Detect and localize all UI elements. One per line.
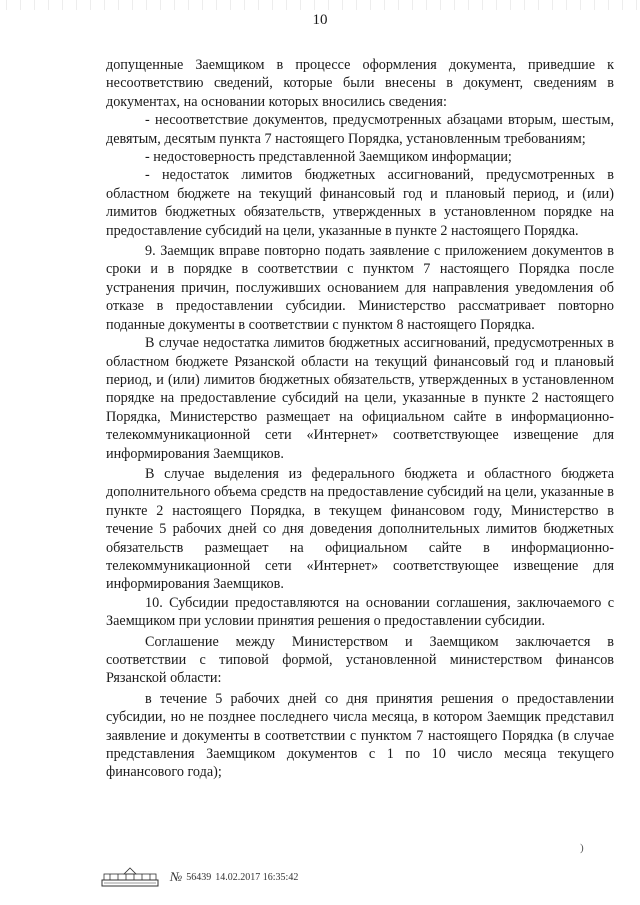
registration-timestamp: 14.02.2017 16:35:42	[215, 871, 299, 883]
paragraph-2: - несоответствие документов, предусмотренных абзацами вторым, шестым, девятым, десятым пункта 7 настоящего Порядка, установленным требованиям;	[106, 112, 614, 147]
paragraph-3: - недостоверность представленной Заемщиком информации;	[145, 149, 512, 166]
page-number: 10	[312, 12, 328, 28]
government-building-logo-icon	[100, 866, 160, 888]
paragraph-8: 10. Субсидии предоставляются на основании соглашения, заключаемого с Заемщиком при условии принятия решения о предоставлении субсидии.	[106, 594, 614, 630]
paragraph-1: допущенные Заемщиком в процессе оформления документа, приведшие к несоответствию сведений, которые были внесены в документ, сведениям в документах, на основании которых вносились сведения:	[106, 57, 614, 110]
paragraph-7: В случае выделения из федерального бюджета и областного бюджета дополнительного объема средств на предоставление субсидий на цели, указанные в пункте 2 настоящего Порядка, в текущем финансовом году, Министерство в течение 5 рабочих дней со дня доведения дополнительных лимитов бюджетных обязательств размещает на официальном сайте в информационно-телекоммуникационной сети «Интернет» соответствующее извещение для информирования Заемщиков.	[106, 465, 614, 593]
document-body	[106, 56, 614, 782]
scan-noise-strip	[0, 0, 640, 10]
registry-number-sign: №	[170, 869, 183, 884]
registration-stamp	[170, 869, 298, 885]
paragraph-4: - недостаток лимитов бюджетных ассигнований, предусмотренных в областном бюджете на текущий финансовый год и плановый период, и (или) лимитов бюджетных обязательств, утвержденных в установленном порядке на предоставление субсидий на цели, указанные в пункте 2 настоящего Порядка.	[106, 167, 614, 239]
stray-mark: )	[580, 842, 584, 854]
document-number: 56439	[186, 871, 212, 883]
paragraph-10: в течение 5 рабочих дней со дня принятия решения о предоставлении субсидии, но не позднее последнего числа месяца, в котором Заемщик представил заявление и документы в соответствии с пунктом 7 настоящего Порядка (в случае представления Заемщиком документов с 1 по 10 число месяца текущего финансового года);	[106, 690, 614, 781]
paragraph-5: 9. Заемщик вправе повторно подать заявление с приложением документов в сроки и в порядке в соответствии с пунктом 7 настоящего Порядка после устранения причин, послуживших основанием для направления уведомления об отказе в предоставлении субсидии. Министерство рассматривает повторно поданные документы в соответствии с пунктом 8 настоящего Порядка.	[106, 243, 614, 333]
footer	[100, 866, 400, 888]
paragraph-9: Соглашение между Министерством и Заемщиком заключается в соответствии с типовой формой, установленной министерством финансов Рязанской области:	[106, 633, 614, 687]
paragraph-6: В случае недостатка лимитов бюджетных ассигнований, предусмотренных в областном бюджете Рязанской области на текущий финансовый год и плановый период, и (или) лимитов бюджетных обязательств, утвержденных в установленном порядке на предоставление субсидий на цели, указанные в пункте 2 настоящего Порядка, Министерство размещает на официальном сайте в информационно-телекоммуникационной сети «Интернет» соответствующее извещение для информирования Заемщиков.	[106, 335, 614, 462]
